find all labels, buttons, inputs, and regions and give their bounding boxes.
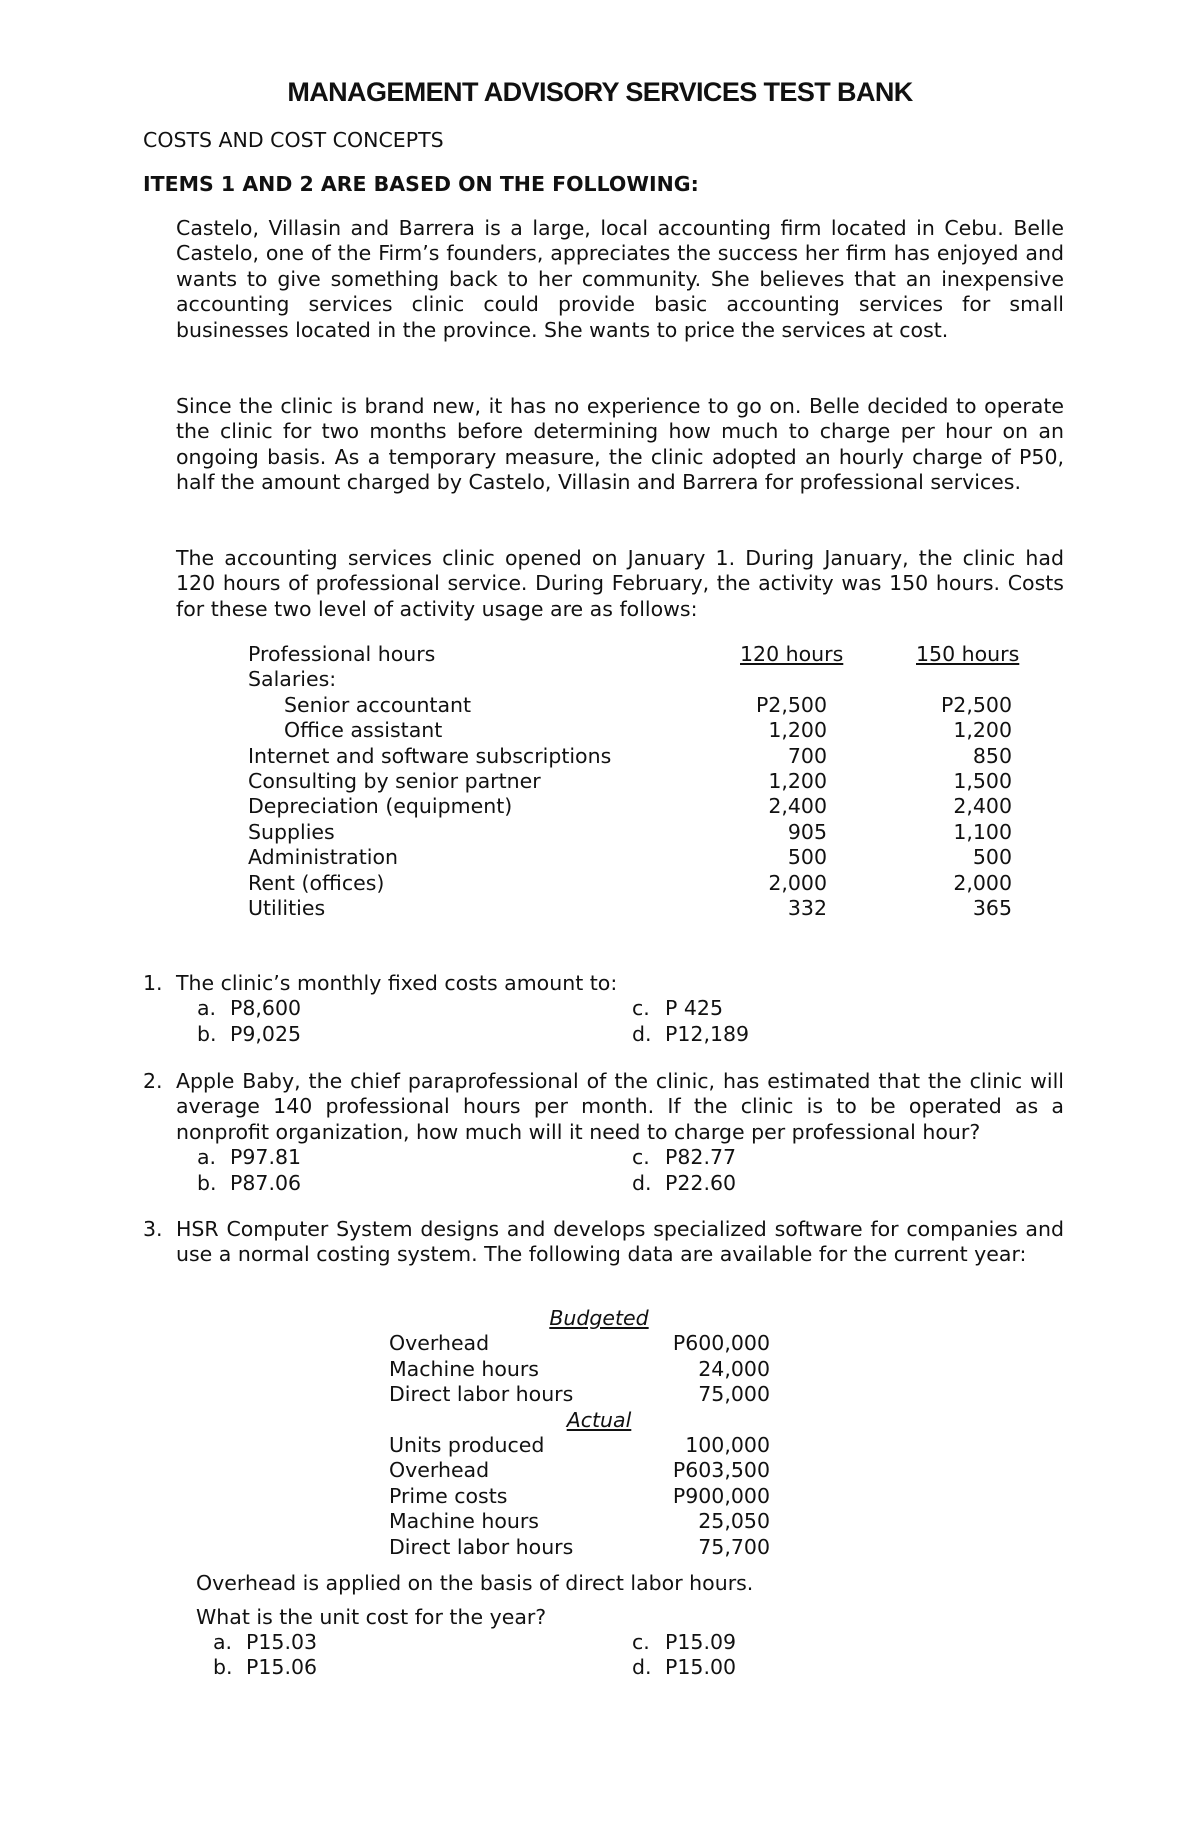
budgeted-heading: Budgeted	[549, 1306, 649, 1330]
question-number: 2.	[143, 1069, 163, 1093]
table-row: Prime costs P900,000	[389, 1483, 770, 1508]
header-label: Professional hours	[248, 642, 436, 666]
choice-a: a. P8,600	[197, 996, 302, 1021]
table-row: Machine hours 24,000	[389, 1356, 770, 1381]
row-value-120: P2,500	[755, 692, 827, 717]
choice-d: d. P15.00	[632, 1655, 737, 1680]
choice-a: a. P15.03	[213, 1630, 318, 1654]
table-row	[248, 718, 1038, 743]
section-heading: COSTS AND COST CONCEPTS	[143, 128, 444, 152]
row-label: Supplies	[248, 819, 335, 844]
paragraph-intro: Castelo, Villasin and Barrera is a large, local accounting firm located in Cebu. Belle Castelo, one of the Firm’s founders, appreciates the success her firm has enjoyed and wants to give something back to her community. She believes that an inexpensive accounting services clinic could provide basic accounting services for small businesses located in the province. She wants to price the services at cost.	[176, 216, 1064, 342]
cost-table-header	[248, 642, 1038, 667]
table-row	[248, 845, 1038, 870]
table-row	[248, 820, 1038, 845]
row-label: Depreciation (equipment)	[248, 794, 513, 819]
salaries-label: Salaries:	[248, 667, 337, 692]
row-label: Consulting by senior partner	[248, 768, 541, 793]
row-value-150: 2,000	[953, 870, 1012, 895]
row-value-120: 1,200	[768, 718, 827, 743]
document-title: MANAGEMENT ADVISORY SERVICES TEST BANK	[287, 77, 913, 107]
question-stem: HSR Computer System designs and develops specialized software for companies and use a normal costing system. The following data are available for the current year:	[176, 1217, 1064, 1267]
row-label: Utilities	[248, 895, 326, 920]
row-value-150: 850	[972, 743, 1012, 768]
answer-choices	[196, 1630, 896, 1681]
table-row	[248, 896, 1038, 921]
col-120-hours: 120 hours	[740, 642, 844, 666]
actual-heading: Actual	[566, 1407, 632, 1432]
row-value-120: 700	[787, 743, 827, 768]
table-row	[248, 769, 1038, 794]
unit-cost-question: What is the unit cost for the year?	[196, 1605, 547, 1629]
choice-a: a. P97.81	[197, 1145, 302, 1170]
row-value-120: 2,400	[768, 794, 827, 819]
choice-b: b. P15.06	[213, 1655, 318, 1680]
choice-c: c. P 425	[632, 996, 724, 1021]
question-stem: The clinic’s monthly fixed costs amount to:	[176, 971, 618, 995]
question-number: 1.	[143, 971, 163, 995]
table-row: Overhead P600,000	[389, 1331, 770, 1356]
table-row: Direct labor hours 75,000	[389, 1382, 770, 1407]
col-150-hours: 150 hours	[916, 642, 1020, 666]
row-value-120: 1,200	[768, 768, 827, 793]
row-value-120: 500	[787, 845, 827, 870]
question-number: 3.	[143, 1217, 163, 1241]
choice-b: b. P9,025	[197, 1021, 302, 1046]
table-row	[248, 871, 1038, 896]
table-row: Direct labor hours 75,700	[389, 1534, 770, 1559]
question-1	[143, 971, 1064, 1047]
choice-c: c. P82.77	[632, 1145, 737, 1170]
row-value-120: 332	[787, 895, 827, 920]
table-row	[248, 693, 1038, 718]
row-label: Senior accountant	[284, 692, 472, 717]
cost-table	[248, 642, 1038, 921]
row-value-150: 1,200	[953, 718, 1012, 743]
choice-d: d. P12,189	[632, 1021, 750, 1046]
table-row	[248, 744, 1038, 769]
row-label: Administration	[248, 845, 399, 870]
row-label: Internet and software subscriptions	[248, 743, 612, 768]
question-3	[143, 1217, 1064, 1268]
row-label: Rent (offices)	[248, 870, 385, 895]
table-row	[248, 794, 1038, 819]
choice-c: c. P15.09	[632, 1630, 737, 1654]
row-value-120: 2,000	[768, 870, 827, 895]
table-row: Units produced 100,000	[389, 1432, 770, 1457]
row-value-150: 2,400	[953, 794, 1012, 819]
question-stem: Apple Baby, the chief paraprofessional of the clinic, has estimated that the clinic will average 140 professional hours per month. If the clinic is to be operated as a nonprofit organization, how much will it need to charge per professional hour?	[176, 1069, 1064, 1144]
row-value-150: 365	[972, 895, 1012, 920]
budget-table	[389, 1306, 789, 1560]
table-row: Machine hours 25,050	[389, 1509, 770, 1534]
row-value-150: 1,100	[953, 819, 1012, 844]
choice-d: d. P22.60	[632, 1170, 737, 1195]
answer-choices	[197, 996, 1064, 1047]
table-row: Overhead P603,500	[389, 1458, 770, 1483]
salaries-row	[248, 667, 1038, 692]
row-value-150: P2,500	[940, 692, 1012, 717]
paragraph-clinic: Since the clinic is brand new, it has no experience to go on. Belle decided to operate the clinic for two months before determining how much to charge per hour on an ongoing basis. As a temporary measure, the clinic adopted an hourly charge of P50, half the amount charged by Castelo, Villasin and Barrera for professional services.	[176, 394, 1064, 495]
row-value-120: 905	[787, 819, 827, 844]
paragraph-activity: The accounting services clinic opened on January 1. During January, the clinic had 120 hours of professional service. During February, the activity was 150 hours. Costs for these two level of activity usage are as follows:	[176, 546, 1064, 621]
overhead-note: Overhead is applied on the basis of direct labor hours.	[196, 1571, 754, 1595]
items-heading: ITEMS 1 AND 2 ARE BASED ON THE FOLLOWING:	[143, 172, 699, 196]
row-label: Office assistant	[284, 718, 443, 743]
row-value-150: 1,500	[953, 768, 1012, 793]
choice-b: b. P87.06	[197, 1170, 302, 1195]
row-value-150: 500	[972, 845, 1012, 870]
question-2	[143, 1069, 1064, 1196]
answer-choices	[197, 1145, 1064, 1196]
